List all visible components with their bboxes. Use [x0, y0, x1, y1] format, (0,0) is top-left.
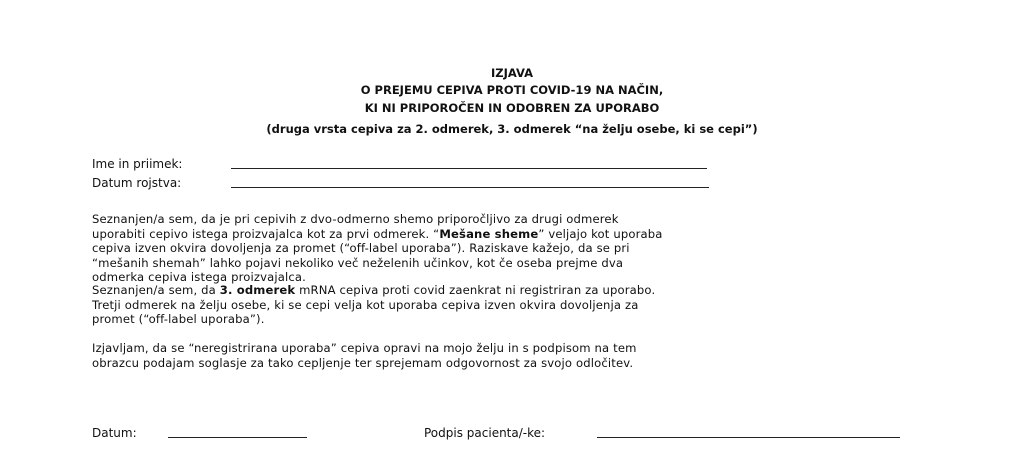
- signature-label: Podpis pacienta/-ke:: [424, 426, 546, 440]
- signature-field-line[interactable]: [597, 437, 900, 438]
- p1-line-5: odmerka cepiva istega proizvajalca.: [92, 270, 306, 285]
- paragraph-declaration: [92, 341, 942, 370]
- p1-line-1: Seznanjen/a sem, da je pri cepivih z dvo-odmerno shemo priporočljivo za drugi odmerek: [92, 212, 619, 226]
- p1-line-3: cepiva izven okvira dovoljenja za promet (“off-label uporaba”). Raziskave kažejo, da se pri: [92, 241, 630, 256]
- p1-line-4: “mešanih shemah” lahko pojavi nekoliko več neželenih učinkov, kot če oseba prejme dva: [92, 255, 624, 270]
- paragraph-third-dose: [92, 283, 942, 327]
- doc-subtitle-2: KI NI PRIPOROČEN IN ODOBREN ZA UPORABO: [364, 101, 660, 115]
- p3-line-1: Izjavljam, da se “neregistrirana uporaba” cepiva opravi na mojo želju in s podpisom na tem: [92, 341, 637, 355]
- paragraph-mixed-schemes: [92, 212, 942, 285]
- third-dose-emphasis: 3. odmerek: [219, 283, 296, 297]
- name-field-line[interactable]: [231, 168, 707, 169]
- p2-line-2: Tretji odmerek na želju osebe, ki se cepi velja kot uporaba cepiva izven okvira dovoljenja za: [92, 297, 639, 312]
- date-field-line[interactable]: [168, 437, 307, 438]
- dob-field-line[interactable]: [231, 187, 709, 188]
- dob-label: Datum rojstva:: [92, 176, 182, 190]
- p2-line-1: Seznanjen/a sem, da 3. odmerek mRNA cepiva proti covid zaenkrat ni registriran za uporabo.: [92, 283, 656, 297]
- doc-subtitle-3: (druga vrsta cepiva za 2. odmerek, 3. odmerek “na želju osebe, ki se cepi”): [266, 122, 758, 136]
- p2-line-3: promet (“off-label uporaba”).: [92, 312, 265, 327]
- p3-line-2: obrazcu podajam soglasje za tako cepljenje ter sprejemam odgovornost za svojo odločitev.: [92, 355, 634, 370]
- date-label: Datum:: [92, 426, 137, 440]
- doc-subtitle-1: O PREJEMU CEPIVA PROTI COVID-19 NA NAČIN,: [360, 83, 664, 97]
- name-label: Ime in priimek:: [92, 157, 183, 171]
- mixed-schemes-emphasis: Mešane sheme: [439, 226, 539, 241]
- doc-title: IZJAVA: [490, 66, 534, 80]
- p1-line-2: uporabiti cepivo istega proizvajalca kot za prvi odmerek. “Mešane sheme” veljajo kot uporaba: [92, 226, 663, 241]
